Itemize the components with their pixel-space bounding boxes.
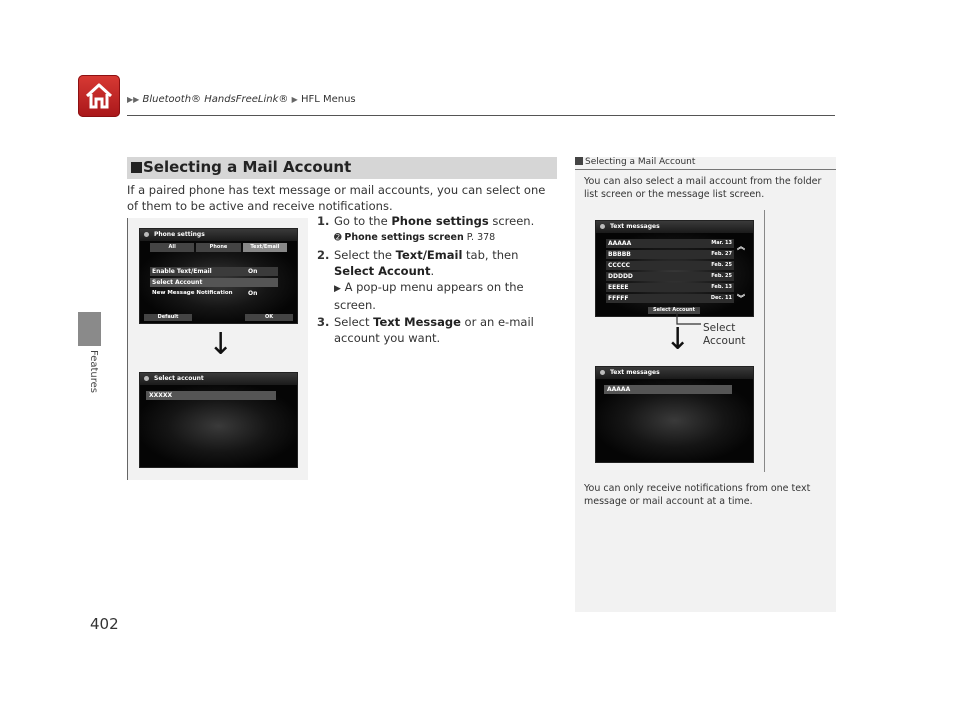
page-reference[interactable]: ➋ Phone settings screen P. 378: [334, 232, 496, 243]
setting-value: On: [248, 268, 258, 275]
tab-text-email[interactable]: Text/Email: [243, 243, 287, 252]
arrow-down-icon: ↓: [208, 327, 234, 362]
step-1: 1. Go to the Phone settings screen. ➋ Phone settings screen P. 378: [317, 213, 562, 246]
message-row[interactable]: AAAAA Mar. 13: [608, 240, 732, 247]
select-account-button[interactable]: Select Account: [648, 307, 700, 314]
callout-label: Select Account: [703, 322, 746, 347]
step-2: 2. Select the Text/Email tab, then Select Account. ▶ A pop-up menu appears on the screen.: [317, 247, 562, 313]
menu-dot-icon: [600, 370, 605, 375]
screen-title: Select account: [154, 375, 204, 382]
ok-button[interactable]: OK: [245, 314, 293, 321]
section-square-icon: [131, 162, 142, 173]
house-icon: [83, 80, 115, 112]
section-title: Selecting a Mail Account: [143, 158, 352, 176]
reference-arrow-icon: ➋: [334, 233, 345, 243]
section-intro: If a paired phone has text message or mail accounts, you can select one of them to be active and receive notifications.: [127, 183, 546, 213]
account-item[interactable]: AAAAA: [607, 386, 631, 393]
menu-dot-icon: [600, 224, 605, 229]
section-header: [127, 157, 557, 179]
home-icon[interactable]: [78, 75, 120, 117]
screen-title: Text messages: [610, 223, 660, 230]
account-item[interactable]: XXXXX: [149, 392, 173, 399]
setting-label[interactable]: New Message Notification: [152, 290, 233, 296]
note-divider: [575, 169, 836, 170]
step-3: 3. Select Text Message or an e-mail account you want.: [317, 315, 534, 345]
step-substep: ▶ A pop-up menu appears on the screen.: [334, 280, 524, 312]
sidebar-section-label: Features: [88, 350, 99, 393]
steps-list: [317, 213, 562, 347]
text-messages-screen: [595, 220, 754, 317]
message-row[interactable]: EEEEE Feb. 13: [608, 284, 732, 291]
tab-phone[interactable]: Phone: [196, 243, 240, 252]
message-row[interactable]: FFFFF Dec. 11: [608, 295, 732, 302]
message-row[interactable]: BBBBB Feb. 27: [608, 251, 732, 258]
phone-settings-screen: [139, 228, 298, 324]
screen-title: Phone settings: [154, 231, 205, 238]
note-icon: [575, 157, 583, 165]
setting-label[interactable]: Select Account: [152, 279, 203, 286]
message-row[interactable]: CCCCC Feb. 25: [608, 262, 732, 269]
breadcrumb-item[interactable]: Bluetooth® HandsFreeLink®: [142, 94, 289, 105]
header-divider: [127, 115, 835, 116]
scroll-down-icon[interactable]: ︾: [737, 294, 745, 303]
note-title: Selecting a Mail Account: [575, 157, 695, 167]
triangle-right-icon: ▶: [334, 284, 341, 294]
setting-value: On: [248, 290, 258, 297]
breadcrumb-arrow-icon: ▶▶: [127, 95, 140, 104]
menu-dot-icon: [144, 232, 149, 237]
tab-all[interactable]: All: [150, 243, 194, 252]
note-paragraph: You can only receive notifications from one text message or mail account at a time.: [584, 483, 811, 507]
breadcrumb: [127, 94, 356, 105]
scroll-up-icon[interactable]: ︽: [737, 242, 745, 251]
screen-title: Text messages: [610, 369, 660, 376]
note-paragraph: You can also select a mail account from the folder list screen or the message list screen.: [584, 176, 822, 200]
text-messages-account-screen: [595, 366, 754, 463]
message-row[interactable]: DDDDD Feb. 25: [608, 273, 732, 280]
arrow-down-icon: ↓: [665, 322, 691, 357]
default-button[interactable]: Default: [144, 314, 192, 321]
menu-dot-icon: [144, 376, 149, 381]
breadcrumb-item[interactable]: HFL Menus: [300, 94, 356, 105]
breadcrumb-arrow-icon: ▶: [291, 95, 298, 104]
select-account-screen: [139, 372, 298, 468]
setting-label[interactable]: Enable Text/Email: [152, 268, 212, 275]
sidebar-tab[interactable]: [78, 312, 101, 346]
screenshot-panel: [127, 218, 308, 480]
page-number: 402: [90, 615, 119, 633]
